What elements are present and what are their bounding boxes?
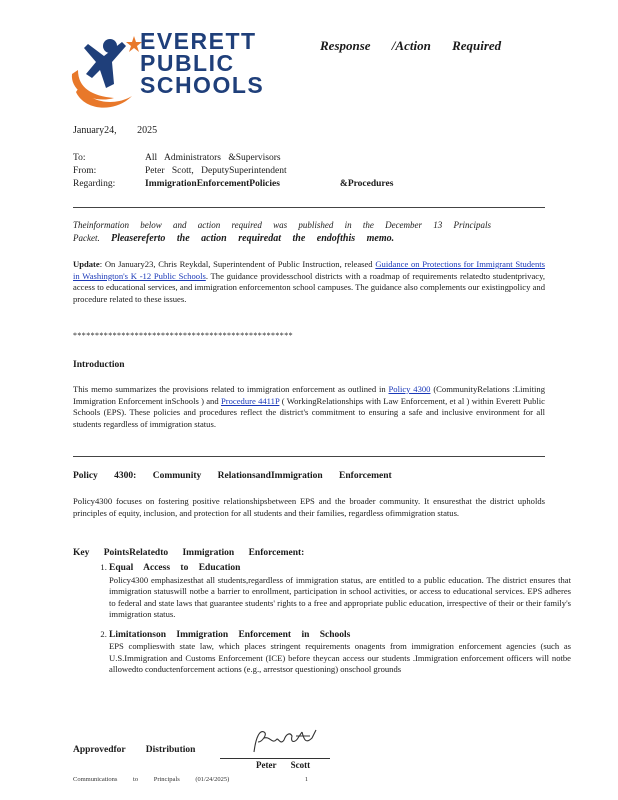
intro-note-line1: Theinformation below and action required was published in the December 13 Principals: [73, 220, 492, 230]
regarding-value: [145, 178, 393, 191]
to-row: [73, 152, 393, 165]
intro-text-c: ( WorkingRelationships with Law Enforcement, et al ) within Everett Public Schools (EPS). These policies and procedures reflect the district's commitment to ensuring a safe and inclusive environment for all students regardless of immigration status.: [73, 395, 545, 429]
regarding-label: Regarding:: [73, 179, 116, 189]
to-value: All Administrators &Supervisors: [145, 153, 281, 163]
memo-date: January24, 2025: [73, 125, 158, 136]
section-divider: [73, 456, 545, 457]
intro-text-a: This memo summarizes the provisions related to immigration enforcement as outlined in: [73, 384, 386, 394]
regarding-value-b: &Procedures: [339, 179, 394, 189]
procedure-4411p-link[interactable]: Procedure 4411P: [220, 395, 280, 406]
introduction-heading: Introduction: [73, 360, 125, 370]
page-number: 1: [304, 776, 309, 783]
page-title: Response /Action Required: [320, 38, 502, 53]
key-point-title: Limitationson Immigration Enforcement in Schools: [109, 629, 351, 640]
key-point-title: Equal Access to Education: [109, 563, 241, 573]
introduction-paragraph: [73, 384, 545, 430]
update-label: Update: [73, 259, 100, 269]
logo-figure-icon: [70, 34, 142, 114]
key-point-text: Policy4300 emphasizesthat all students,regardless of immigration status, are entitled to a public education. The district ensures that immigration statuswill notbe a barrier to enrollment, participation in school activities, or access to educational services. EPS adheres to federal and state laws that guarantee students' rights to a free and appropriate public education, irrespective of their or their family's immigration status.: [109, 574, 571, 619]
header-divider: [73, 207, 545, 208]
signer-name: Peter Scott: [256, 760, 311, 770]
logo-wordmark: EVERETT PUBLIC SCHOOLS: [140, 28, 265, 98]
key-points-heading: Key PointsRelatedto Immigration Enforcement:: [73, 548, 305, 558]
key-point-text: EPS complieswith state law, which places stringent requirements onagents from immigration enforcement agencies (such as U.S.Immigration and Customs Enforcement (ICE) before theycan access our students .Immigration enforcement officers will notbe allowedto conductenforcement actions (e.g., arrestsor questioning) onschool grounds: [109, 641, 571, 674]
key-point-item: [109, 629, 571, 676]
intro-note-packet: Packet.: [73, 233, 100, 243]
page-footer: [73, 776, 308, 783]
intro-note: [73, 219, 503, 245]
policy-paragraph: Policy4300 focuses on fostering positive relationshipsbetween EPS and the broader community. It ensuresthat the district upholds principles of equity, inclusion, and protection for all students and their families, regardless ofimmigration status.: [73, 496, 545, 518]
memo-header: [73, 152, 393, 191]
footer-text: Communications to Principals (01/24/2025): [73, 776, 230, 783]
approval-label: Approvedfor Distribution: [73, 745, 196, 755]
update-text-after: . The guidance providesschool districts with a roadmap of requirements relatedto studentprivacy, access to educational services, and immigration enforcementon school campuses. The guidance also complements our existingpolicy and procedure related to these issues.: [73, 270, 545, 304]
to-label: To:: [73, 153, 86, 163]
guidance-link[interactable]: Guidance on Protections for Immigrant Students in Washington's K -12 Public Schools: [73, 259, 545, 281]
policy-4300-link[interactable]: Policy 4300: [388, 384, 431, 394]
signature-line: [220, 758, 330, 759]
from-row: [73, 165, 393, 178]
signature-image: [250, 726, 320, 756]
policy-heading: Policy 4300: Community RelationsandImmigration Enforcement: [73, 471, 392, 481]
key-point-item: [109, 562, 571, 621]
intro-text-b: (CommunityRelations :Limiting Immigration Enforcement inSchools ) and: [73, 384, 545, 406]
regarding-value-a: ImmigrationEnforcementPolicies: [145, 179, 280, 189]
intro-note-action: Pleasereferto the action requiredat the endofthis memo.: [110, 233, 395, 244]
from-value: Peter Scott, DeputySuperintendent: [145, 166, 287, 176]
update-text-before: : On January23, Chris Reykdal, Superintendent of Public Instruction, released: [99, 259, 373, 269]
update-paragraph: [73, 259, 545, 305]
separator-stars: **************************************************: [73, 331, 293, 340]
from-label: From:: [73, 166, 97, 176]
key-points-list: [85, 562, 571, 684]
regarding-row: [73, 178, 393, 191]
